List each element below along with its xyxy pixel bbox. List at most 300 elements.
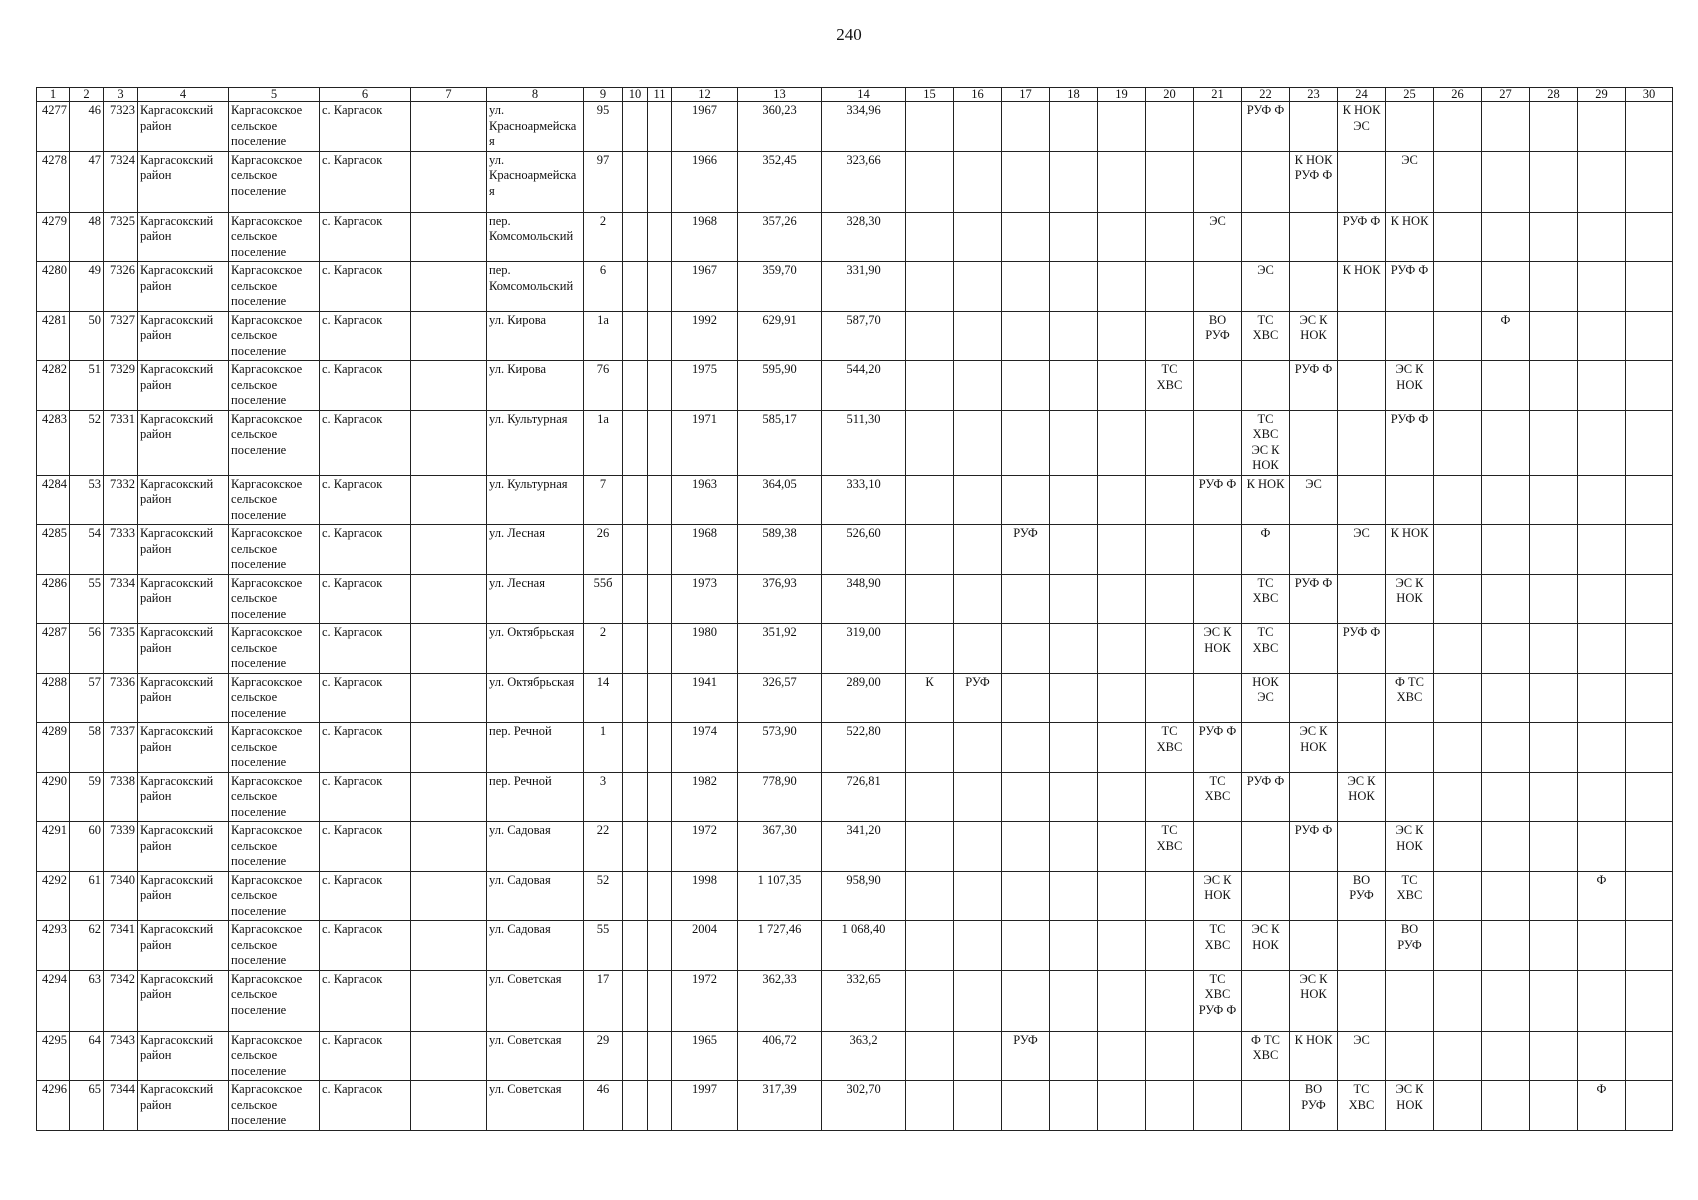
- table-cell-col-17: [1002, 921, 1050, 971]
- table-cell-col-24: [1338, 475, 1386, 525]
- table-cell-col-28: [1530, 1081, 1578, 1131]
- table-cell-col-24: ЭС: [1338, 1031, 1386, 1081]
- table-cell-col-29: [1578, 102, 1626, 152]
- table-cell-col-22: [1242, 151, 1290, 212]
- table-cell-col-20: [1146, 871, 1194, 921]
- table-cell-col-12: 1998: [672, 871, 738, 921]
- column-header-6: 6: [320, 88, 411, 102]
- table-cell-col-2: 58: [70, 723, 104, 773]
- table-cell-col-11: [648, 772, 672, 822]
- table-cell-col-11: [648, 361, 672, 411]
- table-cell-col-17: [1002, 262, 1050, 312]
- table-cell-col-2: 51: [70, 361, 104, 411]
- table-cell-col-2: 62: [70, 921, 104, 971]
- table-cell-col-19: [1098, 723, 1146, 773]
- table-cell-col-9: 22: [584, 822, 623, 872]
- table-cell-col-6: с. Каргасок: [320, 921, 411, 971]
- table-cell-col-30: [1626, 1081, 1673, 1131]
- table-cell-col-8: ул. Культурная: [487, 475, 584, 525]
- table-row: [37, 102, 1673, 152]
- table-cell-col-1: 4293: [37, 921, 70, 971]
- table-cell-col-5: Каргасокское сельское поселение: [229, 212, 320, 262]
- table-cell-col-14: 332,65: [822, 970, 906, 1031]
- table-cell-col-30: [1626, 970, 1673, 1031]
- table-cell-col-8: ул. Советская: [487, 1031, 584, 1081]
- column-header-17: 17: [1002, 88, 1050, 102]
- table-row: [37, 311, 1673, 361]
- column-header-13: 13: [738, 88, 822, 102]
- table-cell-col-21: [1194, 151, 1242, 212]
- table-cell-col-14: 334,96: [822, 102, 906, 152]
- table-cell-col-25: [1386, 970, 1434, 1031]
- table-cell-col-7: [411, 970, 487, 1031]
- buildings-registry-table: [36, 87, 1673, 1131]
- table-cell-col-23: [1290, 921, 1338, 971]
- table-cell-col-27: [1482, 1081, 1530, 1131]
- table-cell-col-5: Каргасокское сельское поселение: [229, 1031, 320, 1081]
- table-cell-col-13: 359,70: [738, 262, 822, 312]
- table-cell-col-9: 14: [584, 673, 623, 723]
- table-cell-col-19: [1098, 1081, 1146, 1131]
- table-cell-col-28: [1530, 772, 1578, 822]
- table-cell-col-30: [1626, 151, 1673, 212]
- table-cell-col-5: Каргасокское сельское поселение: [229, 921, 320, 971]
- table-cell-col-19: [1098, 871, 1146, 921]
- table-cell-col-3: 7333: [104, 525, 138, 575]
- table-cell-col-10: [623, 410, 648, 475]
- table-cell-col-15: [906, 624, 954, 674]
- table-cell-col-18: [1050, 311, 1098, 361]
- table-cell-col-4: Каргасокский район: [138, 525, 229, 575]
- table-cell-col-23: РУФ Ф: [1290, 574, 1338, 624]
- table-cell-col-2: 57: [70, 673, 104, 723]
- table-cell-col-4: Каргасокский район: [138, 871, 229, 921]
- table-cell-col-16: [954, 410, 1002, 475]
- table-cell-col-2: 64: [70, 1031, 104, 1081]
- table-cell-col-15: [906, 871, 954, 921]
- table-cell-col-3: 7342: [104, 970, 138, 1031]
- table-cell-col-12: 1972: [672, 822, 738, 872]
- table-cell-col-12: 2004: [672, 921, 738, 971]
- table-cell-col-20: [1146, 1031, 1194, 1081]
- table-cell-col-12: 1980: [672, 624, 738, 674]
- table-cell-col-2: 61: [70, 871, 104, 921]
- table-cell-col-9: 6: [584, 262, 623, 312]
- table-cell-col-21: ЭС: [1194, 212, 1242, 262]
- table-cell-col-6: с. Каргасок: [320, 1081, 411, 1131]
- table-cell-col-8: ул. Советская: [487, 970, 584, 1031]
- table-cell-col-29: [1578, 921, 1626, 971]
- table-row: [37, 970, 1673, 1031]
- table-cell-col-22: ЭС К НОК: [1242, 921, 1290, 971]
- table-cell-col-6: с. Каргасок: [320, 410, 411, 475]
- table-cell-col-22: Ф ТС ХВС: [1242, 1031, 1290, 1081]
- table-cell-col-4: Каргасокский район: [138, 673, 229, 723]
- table-row: [37, 921, 1673, 971]
- table-cell-col-3: 7332: [104, 475, 138, 525]
- table-cell-col-25: ЭС К НОК: [1386, 1081, 1434, 1131]
- table-cell-col-26: [1434, 822, 1482, 872]
- table-cell-col-20: [1146, 311, 1194, 361]
- table-cell-col-23: К НОК: [1290, 1031, 1338, 1081]
- table-cell-col-20: [1146, 673, 1194, 723]
- table-cell-col-28: [1530, 410, 1578, 475]
- table-cell-col-10: [623, 970, 648, 1031]
- table-row: [37, 1031, 1673, 1081]
- table-cell-col-19: [1098, 1031, 1146, 1081]
- table-cell-col-8: пер. Комсомольский: [487, 212, 584, 262]
- table-cell-col-5: Каргасокское сельское поселение: [229, 624, 320, 674]
- table-cell-col-3: 7324: [104, 151, 138, 212]
- table-cell-col-16: [954, 871, 1002, 921]
- table-cell-col-23: [1290, 525, 1338, 575]
- table-cell-col-2: 46: [70, 102, 104, 152]
- table-cell-col-7: [411, 1031, 487, 1081]
- table-cell-col-1: 4295: [37, 1031, 70, 1081]
- table-cell-col-29: [1578, 624, 1626, 674]
- table-cell-col-25: ЭС К НОК: [1386, 361, 1434, 411]
- table-cell-col-13: 317,39: [738, 1081, 822, 1131]
- table-cell-col-19: [1098, 921, 1146, 971]
- table-cell-col-19: [1098, 151, 1146, 212]
- table-cell-col-26: [1434, 772, 1482, 822]
- table-cell-col-16: [954, 723, 1002, 773]
- table-cell-col-9: 52: [584, 871, 623, 921]
- table-cell-col-8: пер. Комсомольский: [487, 262, 584, 312]
- table-cell-col-9: 1а: [584, 311, 623, 361]
- table-cell-col-16: [954, 921, 1002, 971]
- table-cell-col-25: ТС ХВС: [1386, 871, 1434, 921]
- table-row: [37, 151, 1673, 212]
- table-cell-col-25: [1386, 1031, 1434, 1081]
- table-cell-col-17: [1002, 673, 1050, 723]
- table-cell-col-2: 48: [70, 212, 104, 262]
- table-cell-col-21: [1194, 361, 1242, 411]
- table-cell-col-13: 364,05: [738, 475, 822, 525]
- table-cell-col-17: [1002, 1081, 1050, 1131]
- table-cell-col-1: 4296: [37, 1081, 70, 1131]
- table-cell-col-4: Каргасокский район: [138, 1031, 229, 1081]
- table-row: [37, 262, 1673, 312]
- table-cell-col-19: [1098, 212, 1146, 262]
- table-cell-col-30: [1626, 921, 1673, 971]
- table-cell-col-18: [1050, 970, 1098, 1031]
- table-cell-col-10: [623, 673, 648, 723]
- table-cell-col-30: [1626, 475, 1673, 525]
- table-cell-col-27: [1482, 871, 1530, 921]
- table-cell-col-11: [648, 574, 672, 624]
- table-cell-col-1: 4290: [37, 772, 70, 822]
- table-cell-col-6: с. Каргасок: [320, 871, 411, 921]
- table-cell-col-9: 55б: [584, 574, 623, 624]
- table-cell-col-10: [623, 102, 648, 152]
- table-cell-col-23: РУФ Ф: [1290, 361, 1338, 411]
- table-cell-col-14: 544,20: [822, 361, 906, 411]
- table-cell-col-17: [1002, 574, 1050, 624]
- table-cell-col-11: [648, 921, 672, 971]
- table-cell-col-14: 958,90: [822, 871, 906, 921]
- table-cell-col-3: 7329: [104, 361, 138, 411]
- table-cell-col-14: 526,60: [822, 525, 906, 575]
- table-cell-col-14: 302,70: [822, 1081, 906, 1131]
- table-cell-col-18: [1050, 673, 1098, 723]
- table-cell-col-21: [1194, 1031, 1242, 1081]
- table-cell-col-15: [906, 151, 954, 212]
- table-cell-col-22: НОК ЭС: [1242, 673, 1290, 723]
- table-cell-col-4: Каргасокский район: [138, 574, 229, 624]
- table-cell-col-10: [623, 624, 648, 674]
- table-cell-col-30: [1626, 311, 1673, 361]
- table-cell-col-25: [1386, 311, 1434, 361]
- table-cell-col-30: [1626, 1031, 1673, 1081]
- column-header-9: 9: [584, 88, 623, 102]
- table-cell-col-4: Каргасокский район: [138, 361, 229, 411]
- table-cell-col-16: [954, 772, 1002, 822]
- table-cell-col-29: [1578, 723, 1626, 773]
- table-cell-col-25: ЭС К НОК: [1386, 822, 1434, 872]
- table-cell-col-1: 4285: [37, 525, 70, 575]
- table-cell-col-7: [411, 410, 487, 475]
- table-cell-col-11: [648, 822, 672, 872]
- table-cell-col-5: Каргасокское сельское поселение: [229, 871, 320, 921]
- table-cell-col-30: [1626, 410, 1673, 475]
- table-cell-col-8: ул. Лесная: [487, 574, 584, 624]
- table-cell-col-12: 1966: [672, 151, 738, 212]
- table-cell-col-26: [1434, 673, 1482, 723]
- table-cell-col-8: ул. Лесная: [487, 525, 584, 575]
- table-cell-col-30: [1626, 361, 1673, 411]
- table-cell-col-23: [1290, 212, 1338, 262]
- table-cell-col-7: [411, 212, 487, 262]
- table-cell-col-7: [411, 574, 487, 624]
- table-cell-col-16: [954, 475, 1002, 525]
- table-cell-col-9: 29: [584, 1031, 623, 1081]
- table-cell-col-13: 573,90: [738, 723, 822, 773]
- table-cell-col-6: с. Каргасок: [320, 772, 411, 822]
- table-cell-col-8: ул. Октябрьская: [487, 673, 584, 723]
- table-cell-col-22: [1242, 723, 1290, 773]
- table-cell-col-24: [1338, 921, 1386, 971]
- table-cell-col-10: [623, 311, 648, 361]
- table-cell-col-17: [1002, 311, 1050, 361]
- table-cell-col-20: ТС ХВС: [1146, 361, 1194, 411]
- table-cell-col-8: пер. Речной: [487, 772, 584, 822]
- table-cell-col-4: Каргасокский район: [138, 822, 229, 872]
- table-cell-col-17: РУФ: [1002, 525, 1050, 575]
- table-cell-col-29: [1578, 1031, 1626, 1081]
- table-cell-col-22: [1242, 361, 1290, 411]
- table-cell-col-7: [411, 311, 487, 361]
- table-cell-col-6: с. Каргасок: [320, 475, 411, 525]
- table-row: [37, 361, 1673, 411]
- table-cell-col-15: К: [906, 673, 954, 723]
- table-cell-col-27: [1482, 574, 1530, 624]
- table-cell-col-8: пер. Речной: [487, 723, 584, 773]
- table-cell-col-9: 1: [584, 723, 623, 773]
- table-cell-col-18: [1050, 871, 1098, 921]
- table-cell-col-28: [1530, 822, 1578, 872]
- table-cell-col-14: 587,70: [822, 311, 906, 361]
- table-cell-col-8: ул. Кирова: [487, 361, 584, 411]
- table-cell-col-11: [648, 410, 672, 475]
- table-cell-col-1: 4278: [37, 151, 70, 212]
- table-cell-col-2: 59: [70, 772, 104, 822]
- table-cell-col-12: 1963: [672, 475, 738, 525]
- table-cell-col-27: [1482, 262, 1530, 312]
- table-cell-col-26: [1434, 311, 1482, 361]
- table-cell-col-8: ул. Кирова: [487, 311, 584, 361]
- table-cell-col-23: ЭС К НОК: [1290, 311, 1338, 361]
- table-row: [37, 772, 1673, 822]
- table-cell-col-21: [1194, 574, 1242, 624]
- table-cell-col-19: [1098, 624, 1146, 674]
- table-cell-col-26: [1434, 475, 1482, 525]
- table-cell-col-24: РУФ Ф: [1338, 624, 1386, 674]
- table-cell-col-11: [648, 1031, 672, 1081]
- table-cell-col-6: с. Каргасок: [320, 102, 411, 152]
- table-cell-col-29: [1578, 475, 1626, 525]
- table-cell-col-1: 4280: [37, 262, 70, 312]
- table-cell-col-17: [1002, 822, 1050, 872]
- table-cell-col-18: [1050, 1031, 1098, 1081]
- table-cell-col-24: [1338, 410, 1386, 475]
- table-cell-col-3: 7337: [104, 723, 138, 773]
- table-cell-col-10: [623, 1081, 648, 1131]
- table-cell-col-24: [1338, 673, 1386, 723]
- table-cell-col-2: 54: [70, 525, 104, 575]
- table-cell-col-27: [1482, 723, 1530, 773]
- table-cell-col-12: 1968: [672, 525, 738, 575]
- table-cell-col-10: [623, 475, 648, 525]
- table-cell-col-22: ТС ХВС: [1242, 574, 1290, 624]
- table-cell-col-17: [1002, 624, 1050, 674]
- table-cell-col-29: [1578, 970, 1626, 1031]
- table-cell-col-23: [1290, 871, 1338, 921]
- table-cell-col-6: с. Каргасок: [320, 1031, 411, 1081]
- table-cell-col-7: [411, 673, 487, 723]
- table-cell-col-27: [1482, 822, 1530, 872]
- table-cell-col-3: 7323: [104, 102, 138, 152]
- table-cell-col-18: [1050, 1081, 1098, 1131]
- table-cell-col-24: К НОК ЭС: [1338, 102, 1386, 152]
- table-cell-col-28: [1530, 921, 1578, 971]
- table-cell-col-29: [1578, 151, 1626, 212]
- column-header-10: 10: [623, 88, 648, 102]
- table-cell-col-5: Каргасокское сельское поселение: [229, 410, 320, 475]
- table-cell-col-19: [1098, 574, 1146, 624]
- table-cell-col-15: [906, 410, 954, 475]
- table-cell-col-20: ТС ХВС: [1146, 723, 1194, 773]
- table-cell-col-28: [1530, 475, 1578, 525]
- table-cell-col-19: [1098, 970, 1146, 1031]
- table-cell-col-28: [1530, 311, 1578, 361]
- table-cell-col-18: [1050, 410, 1098, 475]
- table-cell-col-28: [1530, 1031, 1578, 1081]
- table-cell-col-6: с. Каргасок: [320, 723, 411, 773]
- table-cell-col-13: 376,93: [738, 574, 822, 624]
- table-cell-col-16: [954, 102, 1002, 152]
- table-cell-col-21: РУФ Ф: [1194, 475, 1242, 525]
- table-cell-col-20: [1146, 921, 1194, 971]
- table-cell-col-21: [1194, 410, 1242, 475]
- table-cell-col-9: 7: [584, 475, 623, 525]
- table-cell-col-21: ТС ХВС: [1194, 921, 1242, 971]
- table-cell-col-6: с. Каргасок: [320, 624, 411, 674]
- table-cell-col-6: с. Каргасок: [320, 822, 411, 872]
- table-cell-col-12: 1965: [672, 1031, 738, 1081]
- table-cell-col-27: [1482, 475, 1530, 525]
- table-cell-col-21: ТС ХВС: [1194, 772, 1242, 822]
- table-cell-col-8: ул. Садовая: [487, 871, 584, 921]
- table-cell-col-5: Каргасокское сельское поселение: [229, 151, 320, 212]
- column-header-2: 2: [70, 88, 104, 102]
- table-cell-col-17: [1002, 361, 1050, 411]
- table-cell-col-8: ул. Красноармейская: [487, 151, 584, 212]
- table-cell-col-15: [906, 361, 954, 411]
- table-cell-col-13: 778,90: [738, 772, 822, 822]
- table-cell-col-2: 60: [70, 822, 104, 872]
- table-cell-col-14: 522,80: [822, 723, 906, 773]
- table-cell-col-1: 4289: [37, 723, 70, 773]
- column-header-19: 19: [1098, 88, 1146, 102]
- table-cell-col-1: 4284: [37, 475, 70, 525]
- table-cell-col-13: 360,23: [738, 102, 822, 152]
- table-cell-col-21: [1194, 525, 1242, 575]
- table-cell-col-25: ЭС: [1386, 151, 1434, 212]
- table-cell-col-11: [648, 151, 672, 212]
- table-cell-col-27: Ф: [1482, 311, 1530, 361]
- table-cell-col-14: 333,10: [822, 475, 906, 525]
- table-cell-col-11: [648, 212, 672, 262]
- table-cell-col-24: ТС ХВС: [1338, 1081, 1386, 1131]
- table-cell-col-7: [411, 822, 487, 872]
- table-cell-col-13: 629,91: [738, 311, 822, 361]
- table-cell-col-22: [1242, 822, 1290, 872]
- table-cell-col-24: ЭС: [1338, 525, 1386, 575]
- table-cell-col-18: [1050, 624, 1098, 674]
- table-cell-col-23: [1290, 262, 1338, 312]
- column-header-28: 28: [1530, 88, 1578, 102]
- table-cell-col-2: 50: [70, 311, 104, 361]
- table-cell-col-29: [1578, 772, 1626, 822]
- table-cell-col-25: [1386, 475, 1434, 525]
- table-cell-col-6: с. Каргасок: [320, 212, 411, 262]
- table-cell-col-7: [411, 102, 487, 152]
- table-cell-col-11: [648, 970, 672, 1031]
- table-cell-col-13: 595,90: [738, 361, 822, 411]
- table-cell-col-12: 1968: [672, 212, 738, 262]
- table-cell-col-10: [623, 772, 648, 822]
- table-cell-col-24: [1338, 574, 1386, 624]
- table-cell-col-9: 2: [584, 624, 623, 674]
- table-cell-col-24: [1338, 723, 1386, 773]
- table-cell-col-18: [1050, 921, 1098, 971]
- table-cell-col-2: 65: [70, 1081, 104, 1131]
- table-cell-col-30: [1626, 723, 1673, 773]
- table-cell-col-9: 26: [584, 525, 623, 575]
- table-cell-col-6: с. Каргасок: [320, 262, 411, 312]
- table-cell-col-16: [954, 822, 1002, 872]
- table-cell-col-4: Каргасокский район: [138, 970, 229, 1031]
- table-cell-col-9: 55: [584, 921, 623, 971]
- table-cell-col-23: [1290, 102, 1338, 152]
- table-cell-col-26: [1434, 1081, 1482, 1131]
- table-cell-col-3: 7334: [104, 574, 138, 624]
- table-cell-col-26: [1434, 624, 1482, 674]
- table-cell-col-25: [1386, 723, 1434, 773]
- table-cell-col-15: [906, 311, 954, 361]
- table-cell-col-22: ЭС: [1242, 262, 1290, 312]
